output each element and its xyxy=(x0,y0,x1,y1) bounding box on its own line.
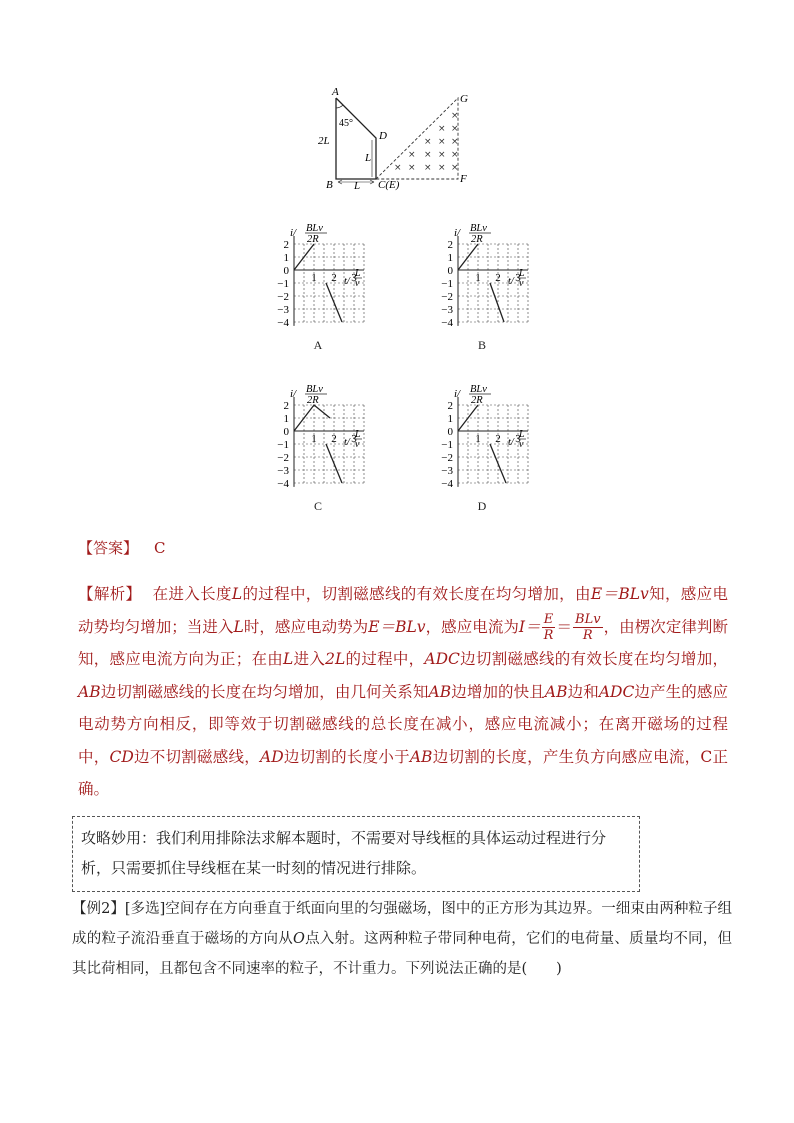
answer-line xyxy=(78,537,166,558)
field-cross: × xyxy=(438,163,446,173)
example-2-question xyxy=(72,894,732,984)
y-tick-label: 1 xyxy=(447,413,453,425)
y-axis-denominator: 2R xyxy=(471,234,483,245)
example-text: 点入射。这两种粒子带同种电荷，它们的电荷量、质量均不同，但其比荷相同，且都包含不同速率的粒子，不计重力。下列说法正确的是( ) xyxy=(72,931,733,977)
analysis-text: 进入 xyxy=(293,650,326,668)
label-A: A xyxy=(332,86,339,98)
var-ADC: ADC xyxy=(424,650,460,668)
analysis-text: 在进入长度 xyxy=(152,585,232,603)
y-tick-label: −1 xyxy=(441,278,453,290)
equals-sign: ＝ xyxy=(556,617,573,636)
analysis-text: ，由楞次定律判断知，感应电流方向为正；在由 xyxy=(78,617,728,668)
height-label-2L: 2L xyxy=(318,135,330,147)
field-cross: × xyxy=(424,137,432,147)
answer-value: C xyxy=(154,539,166,557)
x-tick-label: 2 xyxy=(331,433,337,445)
x-axis-prefix: t/ xyxy=(344,437,350,448)
y-axis-prefix: i/ xyxy=(290,227,297,239)
var-2L: 2L xyxy=(325,650,346,668)
y-tick-label: 1 xyxy=(283,252,289,264)
y-axis-numerator: BLv xyxy=(470,384,487,395)
field-cross: × xyxy=(451,111,459,121)
x-tick-label: 1 xyxy=(311,433,317,445)
label-F: F xyxy=(460,173,467,185)
x-tick-label: 1 xyxy=(475,272,481,284)
analysis-text: 时，感应电动势为 xyxy=(243,617,369,636)
field-cross: × xyxy=(451,137,459,147)
field-cross: × xyxy=(408,150,416,160)
analysis-text: 的过程中，切割磁感线的有效长度在均匀增加，由 xyxy=(242,585,591,603)
y-tick-label: 0 xyxy=(283,426,289,438)
var-ADC: ADC xyxy=(598,682,635,701)
field-cross: × xyxy=(451,150,459,160)
var-L: L xyxy=(233,617,244,636)
x-axis-numerator: L xyxy=(519,268,525,279)
var-CD: CD xyxy=(109,747,134,766)
y-tick-label: −2 xyxy=(441,452,453,464)
y-tick-label: 0 xyxy=(283,265,289,277)
analysis-text: 的过程中， xyxy=(345,650,425,668)
x-axis-numerator: L xyxy=(355,429,361,440)
y-tick-label: −3 xyxy=(277,304,289,316)
x-tick-label: 2 xyxy=(495,272,501,284)
y-tick-label: −4 xyxy=(277,317,289,329)
x-tick-label: 3 xyxy=(351,433,357,445)
label-B: B xyxy=(326,179,333,191)
field-cross: × xyxy=(424,163,432,173)
y-axis-numerator: BLv xyxy=(306,223,323,234)
y-axis-denominator: 2R xyxy=(471,395,483,406)
analysis-text: 边和 xyxy=(567,682,599,701)
x-axis-denominator: v xyxy=(355,439,360,450)
analysis-text: 边增加的快且 xyxy=(451,682,545,701)
answer-label: 【答案】 xyxy=(78,539,139,557)
analysis-text: 边切割磁感线的有效长度在均匀增加， xyxy=(459,650,728,668)
height-label-L: L xyxy=(365,152,372,164)
analysis-text: 边切割的长度小于 xyxy=(283,747,410,766)
label-C: C(E) xyxy=(378,179,400,191)
x-tick-label: 2 xyxy=(495,433,501,445)
var-L: L xyxy=(231,585,243,603)
var-AB: AB xyxy=(428,682,452,701)
analysis-paragraph xyxy=(78,578,728,806)
equation-current-lhs: I＝ xyxy=(518,617,541,636)
field-cross: × xyxy=(438,124,446,134)
var-L: L xyxy=(283,650,294,668)
y-axis-prefix: i/ xyxy=(454,227,461,239)
frame-field-figure xyxy=(310,84,500,196)
y-tick-label: 2 xyxy=(283,400,289,412)
x-tick-label: 3 xyxy=(515,272,521,284)
magnetic-field-crosses xyxy=(394,111,459,173)
analysis-text: 知，感应电动势均匀增加；当进入 xyxy=(78,585,728,636)
x-axis-numerator: L xyxy=(519,429,525,440)
wire-frame xyxy=(336,98,376,179)
y-tick-label: 1 xyxy=(283,413,289,425)
var-AB: AB xyxy=(78,682,101,701)
y-tick-label: −4 xyxy=(441,317,453,329)
y-tick-label: −1 xyxy=(277,278,289,290)
y-axis-denominator: 2R xyxy=(307,234,319,245)
analysis-text: ，感应电流为 xyxy=(425,617,519,636)
option-caption: C xyxy=(313,499,323,513)
analysis-text: 边不切割磁感线， xyxy=(133,747,261,766)
option-caption: D xyxy=(477,499,487,513)
x-tick-label: 1 xyxy=(475,433,481,445)
y-axis-numerator: BLv xyxy=(306,384,323,395)
x-tick-label: 1 xyxy=(311,272,317,284)
option-caption: A xyxy=(313,338,323,352)
current-curve xyxy=(490,283,504,322)
option-graph-D xyxy=(426,383,536,513)
analysis-label: 【解析】 xyxy=(78,585,142,603)
fraction-BLv-over-R: $\frac{\text{BLv}}{R}$ xyxy=(575,612,601,643)
y-axis-numerator: BLv xyxy=(470,223,487,234)
var-AB: AB xyxy=(409,747,433,766)
field-cross: × xyxy=(438,137,446,147)
x-tick-label: 3 xyxy=(515,433,521,445)
field-cross: × xyxy=(394,163,402,173)
y-axis-prefix: i/ xyxy=(454,388,461,400)
x-axis-prefix: t/ xyxy=(508,437,514,448)
option-graph-B xyxy=(426,222,536,352)
y-tick-label: −3 xyxy=(441,465,453,477)
y-tick-label: 0 xyxy=(447,265,453,277)
field-cross: × xyxy=(451,163,459,173)
y-tick-label: 0 xyxy=(447,426,453,438)
angle-arc xyxy=(336,105,343,108)
y-tick-label: −2 xyxy=(441,291,453,303)
field-cross: × xyxy=(438,150,446,160)
label-G: G xyxy=(460,93,468,105)
fraction-E-over-R: $\frac{E}{R}$ xyxy=(543,612,554,643)
analysis-text: 边切割磁感线的长度在均匀增加，由几何关系知 xyxy=(100,682,429,701)
equation-emf: E＝BLv xyxy=(590,585,649,603)
y-tick-label: 2 xyxy=(447,239,453,251)
y-tick-label: −1 xyxy=(277,439,289,451)
y-tick-label: −1 xyxy=(441,439,453,451)
example-text: 【例2】[多选]空间存在方向垂直于纸面向里的匀强磁场，图中的正方形为其边界。一细束由两种粒子组成的粒子流沿垂直于磁场的方向从 xyxy=(72,901,732,947)
y-tick-label: −4 xyxy=(441,478,453,490)
analysis-text: 边产生的感应电动势方向相反，即等效于切割磁感线的总长度在减小，感应电流减小；在离开磁场的过程中， xyxy=(78,682,728,766)
var-AB: AB xyxy=(544,682,568,701)
tip-text: 攻略妙用：我们利用排除法求解本题时，不需要对导线框的具体运动过程进行分析，只需要抓住导线框在某一时刻的情况进行排除。 xyxy=(81,829,607,877)
var-AD: AD xyxy=(260,747,284,766)
option-caption: B xyxy=(477,338,487,352)
y-tick-label: −3 xyxy=(277,465,289,477)
analysis-text: 边切割的长度，产生负方向感应电流，C正确。 xyxy=(78,747,728,798)
x-axis-numerator: L xyxy=(355,268,361,279)
x-axis-denominator: v xyxy=(519,439,524,450)
x-axis-denominator: v xyxy=(355,278,360,289)
label-D: D xyxy=(379,130,387,142)
y-tick-label: 1 xyxy=(447,252,453,264)
y-tick-label: −2 xyxy=(277,291,289,303)
field-cross: × xyxy=(424,150,432,160)
y-tick-label: −4 xyxy=(277,478,289,490)
y-tick-label: −2 xyxy=(277,452,289,464)
x-axis-prefix: t/ xyxy=(508,276,514,287)
width-label-L: L xyxy=(354,180,361,192)
tip-box xyxy=(72,816,640,892)
field-cross: × xyxy=(408,163,416,173)
x-axis-denominator: v xyxy=(519,278,524,289)
x-tick-label: 3 xyxy=(351,272,357,284)
angle-label: 45° xyxy=(339,118,353,129)
y-axis-denominator: 2R xyxy=(307,395,319,406)
point-O: O xyxy=(292,931,305,947)
option-graph-A xyxy=(262,222,372,352)
equation-emf: E＝BLv xyxy=(368,617,426,636)
field-boundary xyxy=(376,98,458,179)
y-tick-label: −3 xyxy=(441,304,453,316)
option-graph-C xyxy=(262,383,372,513)
y-tick-label: 2 xyxy=(283,239,289,251)
y-axis-prefix: i/ xyxy=(290,388,297,400)
y-tick-label: 2 xyxy=(447,400,453,412)
x-axis-prefix: t/ xyxy=(344,276,350,287)
field-cross: × xyxy=(451,124,459,134)
x-tick-label: 2 xyxy=(331,272,337,284)
